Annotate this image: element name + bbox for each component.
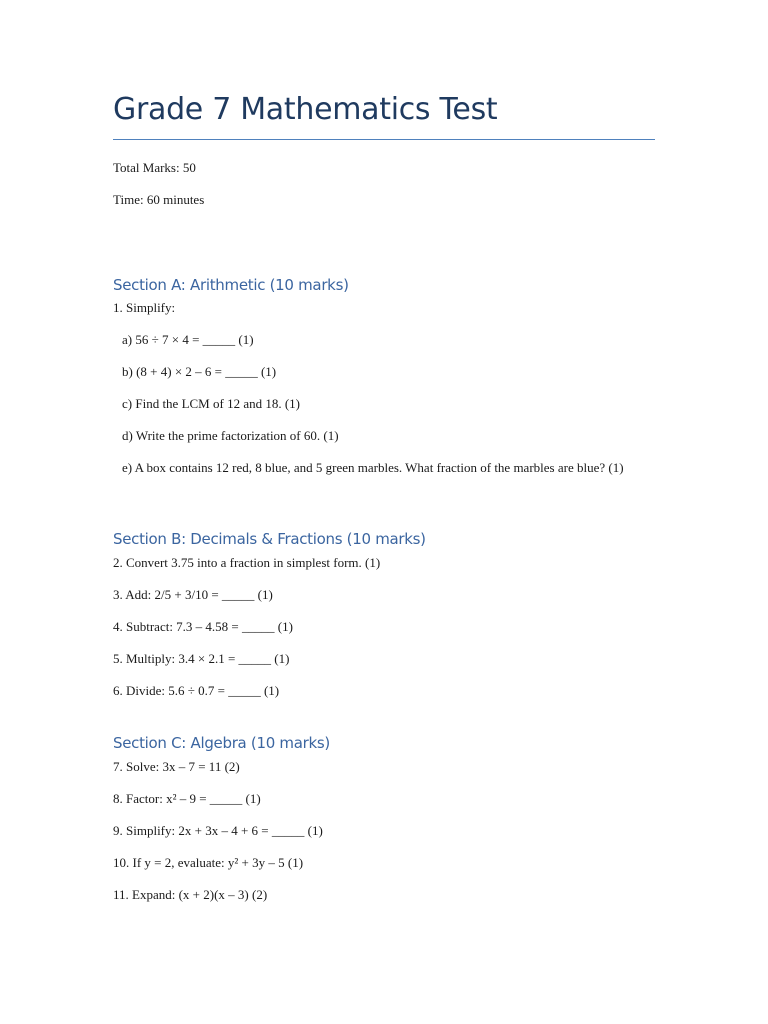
title-underline [113,139,655,140]
question-item: e) A box contains 12 red, 8 blue, and 5 green marbles. What fraction of the marbles are blue? (1) [122,460,624,475]
question-item: 4. Subtract: 7.3 – 4.58 = _____ (1) [113,619,293,634]
question-item: 2. Convert 3.75 into a fraction in simplest form. (1) [113,555,381,570]
question-item: 8. Factor: x² – 9 = _____ (1) [113,791,261,806]
question-item: c) Find the LCM of 12 and 18. (1) [122,396,301,411]
question-item: 6. Divide: 5.6 ÷ 0.7 = _____ (1) [113,683,280,698]
document-title: Grade 7 Mathematics Test [113,92,498,127]
question-item: b) (8 + 4) × 2 – 6 = _____ (1) [122,364,277,379]
question-item: 5. Multiply: 3.4 × 2.1 = _____ (1) [113,651,290,666]
question-item: 3. Add: 2/5 + 3/10 = _____ (1) [113,587,273,602]
question-item: d) Write the prime factorization of 60. (1) [122,428,339,443]
question-item: 11. Expand: (x + 2)(x – 3) (2) [113,887,268,902]
total-marks: Total Marks: 50 [113,160,196,175]
question-item: 7. Solve: 3x – 7 = 11 (2) [113,759,240,774]
question-item: 10. If y = 2, evaluate: y² + 3y – 5 (1) [113,855,304,870]
time-limit: Time: 60 minutes [113,192,205,207]
section-b-heading: Section B: Decimals & Fractions (10 marks) [113,530,426,548]
section-a-heading: Section A: Arithmetic (10 marks) [113,276,349,294]
question-item: 1. Simplify: [113,300,176,315]
question-item: 9. Simplify: 2x + 3x – 4 + 6 = _____ (1) [113,823,323,838]
question-item: a) 56 ÷ 7 × 4 = _____ (1) [122,332,254,347]
section-c-heading: Section C: Algebra (10 marks) [113,734,330,752]
